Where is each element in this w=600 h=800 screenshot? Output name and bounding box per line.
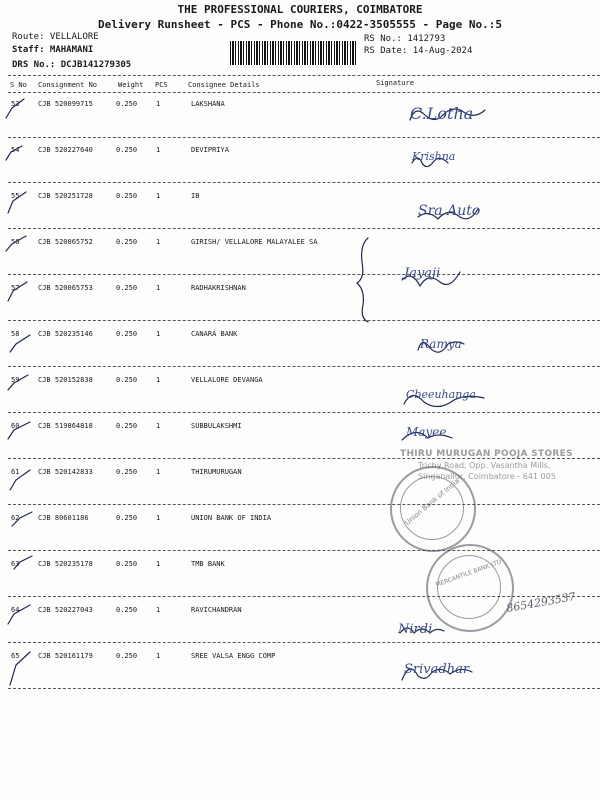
company-title: THE PROFESSIONAL COURIERS, COIMBATORE — [177, 3, 423, 16]
shop-stamp-line2: Trichy Road, Opp. Vasantha Mills, — [418, 461, 551, 470]
row-consignment: CJB 520235178 — [38, 560, 93, 568]
row-details: UNION BANK OF INDIA — [191, 514, 272, 522]
row-pcs: 1 — [156, 468, 161, 476]
tick-mark — [8, 605, 30, 624]
row-sno: 60 — [11, 422, 20, 430]
drs-number: DRS No.: DCJB141279305 — [12, 60, 132, 70]
row-weight: 0.250 — [116, 422, 138, 430]
tick-mark — [10, 652, 30, 685]
row-weight: 0.250 — [116, 100, 138, 108]
row-consignment: CJB 520065752 — [38, 238, 93, 246]
row-consignment: CJB 520065753 — [38, 284, 93, 292]
row-pcs: 1 — [156, 652, 161, 660]
tick-mark — [8, 282, 27, 301]
row-details: SUBBULAKSHMI — [191, 422, 242, 430]
row-sno: 64 — [11, 606, 20, 614]
col-signature: Signature — [376, 79, 414, 87]
row-consignment: CJB 520235146 — [38, 330, 93, 338]
row-pcs: 1 — [156, 146, 161, 154]
shop-stamp-line3: Singanallur, Coimbatore - 641 005 — [418, 472, 556, 481]
row-weight: 0.250 — [116, 192, 138, 200]
col-details: Consignee Details — [188, 81, 260, 89]
row-weight: 0.250 — [116, 560, 138, 568]
row-details: GIRISH/ VELLALORE MALAYALEE SA — [191, 238, 318, 246]
row-sno: 59 — [11, 376, 20, 384]
tick-mark — [8, 422, 30, 439]
tick-mark — [6, 146, 22, 160]
row-sno: 62 — [11, 514, 20, 522]
rs-number: RS No.: 1412793 — [364, 34, 446, 44]
bank-seal-text: Union Bank of India — [403, 476, 461, 528]
row-pcs: 1 — [156, 606, 161, 614]
tick-mark — [8, 192, 26, 213]
staff-label: Staff: MAHAMANI — [12, 45, 94, 55]
signature-60: Mayee — [406, 425, 447, 439]
row-details: IB — [191, 192, 200, 200]
row-details: RAVICHANDRAN — [191, 606, 242, 614]
signature-54: Krishna — [412, 150, 456, 163]
row-weight: 0.250 — [116, 146, 138, 154]
row-pcs: 1 — [156, 284, 161, 292]
row-consignment: CJB 520161179 — [38, 652, 93, 660]
row-sno: 58 — [11, 330, 20, 338]
signature-58: Ramya — [420, 337, 462, 351]
row-consignment: CJB 80601186 — [38, 514, 89, 522]
row-pcs: 1 — [156, 192, 161, 200]
col-pcs: PCS — [155, 81, 168, 89]
row-consignment: CJB 520227043 — [38, 606, 93, 614]
tick-mark — [10, 335, 30, 352]
row-details: RADHAKRISHNAN — [191, 284, 246, 292]
row-consignment: CJB 520227640 — [38, 146, 93, 154]
row-details: LAKSHANA — [191, 100, 225, 108]
row-weight: 0.250 — [116, 284, 138, 292]
mercantile-seal-stamp — [426, 544, 514, 632]
row-weight: 0.250 — [116, 514, 138, 522]
row-sno: 63 — [11, 560, 20, 568]
tick-mark — [10, 470, 30, 490]
shop-stamp-name: THIRU MURUGAN POOJA STORES — [400, 449, 573, 459]
signature-53: C.Lotha — [410, 104, 474, 123]
row-weight: 0.250 — [116, 652, 138, 660]
signature-64: Nirdi — [398, 622, 433, 637]
runsheet-subtitle: Delivery Runsheet - PCS - Phone No.:0422-3505555 - Page No.:5 — [98, 18, 502, 31]
row-consignment: CJB 520142833 — [38, 468, 93, 476]
row-consignment: CJB 519864818 — [38, 422, 93, 430]
col-consignment: Consignment No — [38, 81, 98, 89]
col-sno: S No — [10, 81, 27, 89]
col-weight: Weight — [118, 81, 144, 89]
row-pcs: 1 — [156, 422, 161, 430]
signature-65: Srivadhar — [404, 662, 470, 677]
row-sno: 65 — [11, 652, 20, 660]
tick-mark — [8, 375, 28, 390]
signature-55: Sra Auto — [418, 203, 481, 219]
row-weight: 0.250 — [116, 376, 138, 384]
route-label: Route: VELLALORE — [12, 32, 99, 42]
bank-seal-stamp — [390, 466, 476, 552]
row-consignment: CJB 520251728 — [38, 192, 93, 200]
row-pcs: 1 — [156, 100, 161, 108]
rs-date: RS Date: 14-Aug-2024 — [364, 46, 473, 56]
row-details: VELLALORE DEVANGA — [191, 376, 263, 384]
row-details: CANARA BANK — [191, 330, 238, 338]
row-pcs: 1 — [156, 514, 161, 522]
row-consignment: CJB 520099715 — [38, 100, 93, 108]
row-weight: 0.250 — [116, 468, 138, 476]
row-details: THIRUMURUGAN — [191, 468, 242, 476]
row-sno: 55 — [11, 192, 20, 200]
row-pcs: 1 — [156, 330, 161, 338]
row-details: DEVIPRIYA — [191, 146, 229, 154]
bracket-mark — [357, 238, 368, 322]
row-sno: 54 — [11, 146, 20, 154]
tick-mark — [6, 236, 26, 251]
row-details: SREE VALSA ENGG COMP — [191, 652, 276, 660]
tick-mark — [6, 99, 24, 118]
row-pcs: 1 — [156, 238, 161, 246]
row-sno: 56 — [11, 238, 20, 246]
row-sno: 53 — [11, 100, 20, 108]
row-sno: 57 — [11, 284, 20, 292]
row-consignment: CJB 520152838 — [38, 376, 93, 384]
row-weight: 0.250 — [116, 606, 138, 614]
row-weight: 0.250 — [116, 238, 138, 246]
tick-mark — [14, 556, 32, 569]
row-details: TMB BANK — [191, 560, 225, 568]
tick-mark — [12, 512, 32, 526]
signature-59: Cbeeuhanga — [406, 388, 476, 401]
handwritten-phone: 8654293537 — [505, 590, 577, 615]
mercantile-seal-text: MERCANTILE BANK LTD — [434, 558, 503, 589]
row-sno: 61 — [11, 468, 20, 476]
signature-56: Jayaji — [404, 266, 441, 281]
row-pcs: 1 — [156, 376, 161, 384]
row-weight: 0.250 — [116, 330, 138, 338]
row-pcs: 1 — [156, 560, 161, 568]
